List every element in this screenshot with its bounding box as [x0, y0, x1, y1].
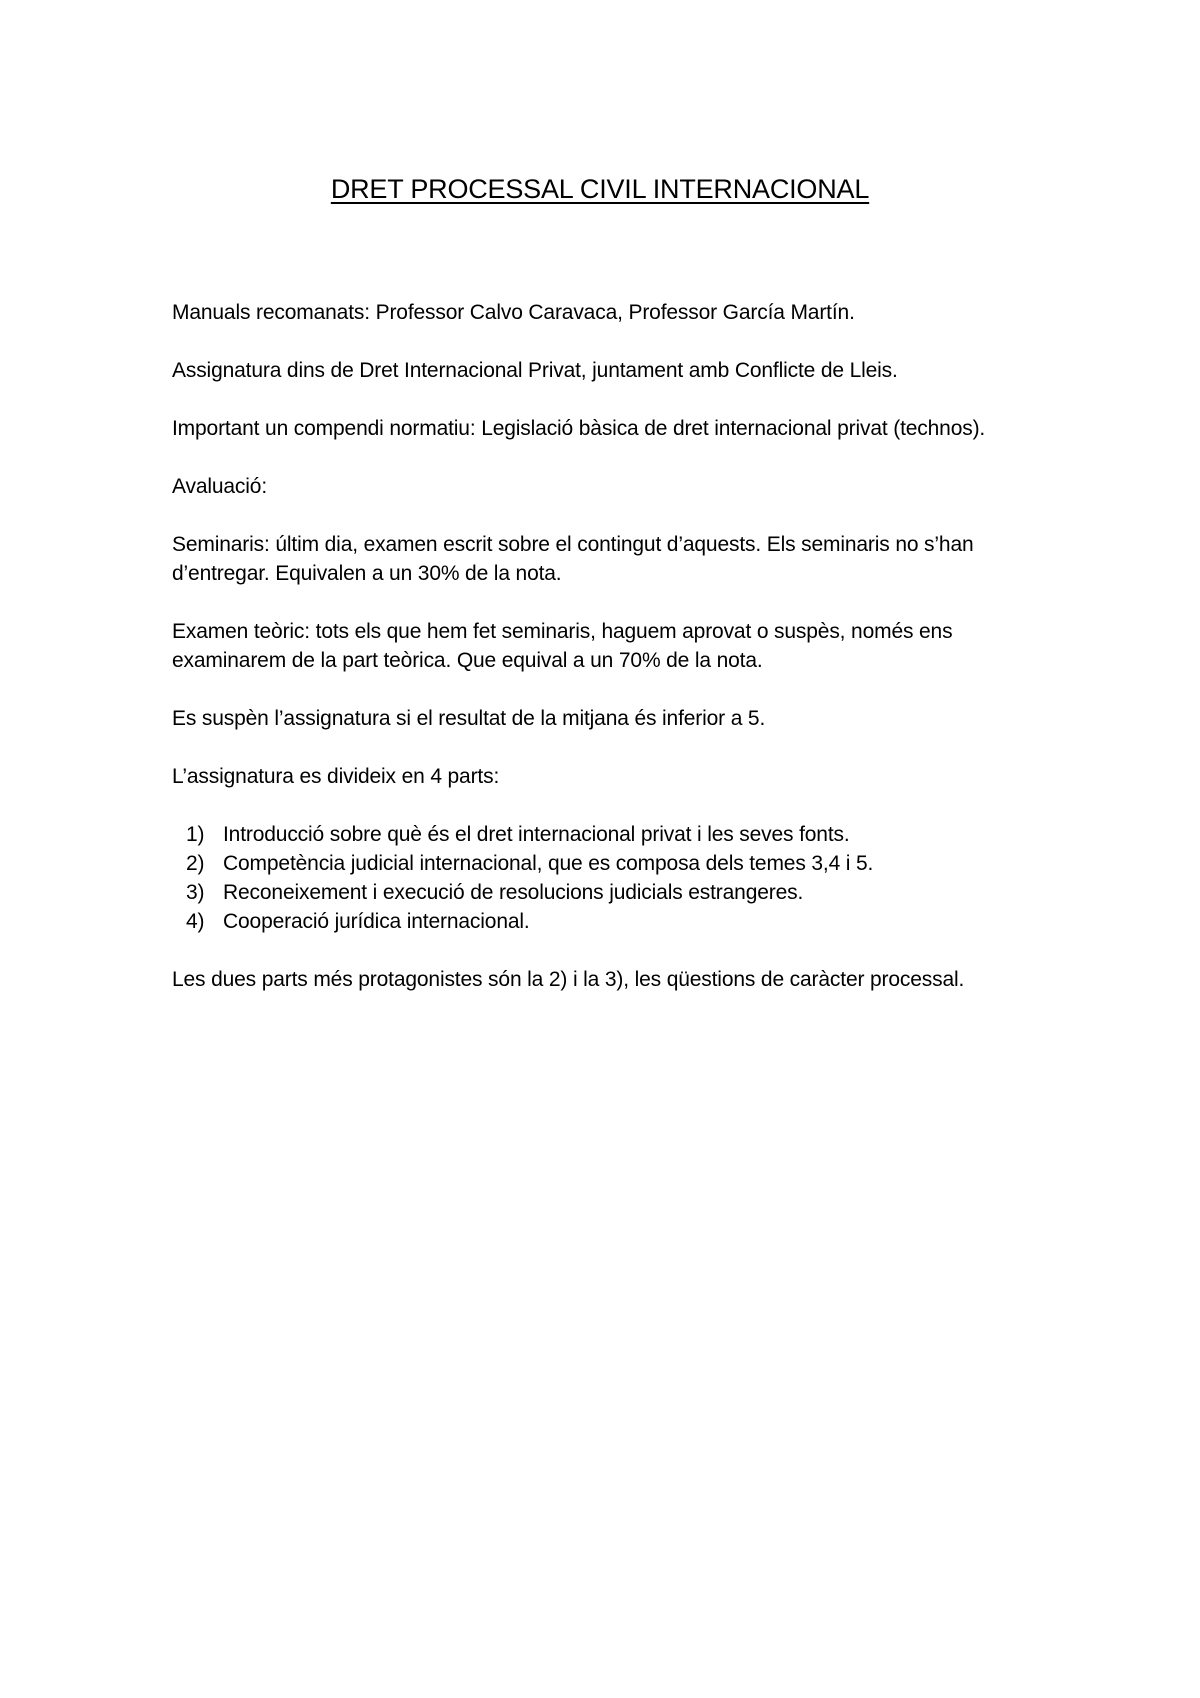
list-item: [172, 907, 1052, 936]
paragraph-avaluacio: Avaluació:: [172, 475, 268, 498]
list-item-number: 4): [186, 910, 205, 933]
paragraph-parts-intro: L’assignatura es divideix en 4 parts:: [172, 765, 500, 788]
paragraph-examen: Examen teòric: tots els que hem fet seminaris, haguem aprovat o suspès, només ens examinarem de la part teòrica. Que equival a un 70% de la nota.: [172, 620, 953, 672]
paragraph-manuals: Manuals recomanats: Professor Calvo Caravaca, Professor García Martín.: [172, 301, 855, 324]
list-item: [172, 849, 1052, 878]
paragraph-seminaris: Seminaris: últim dia, examen escrit sobre el contingut d’aquests. Els seminaris no s’han d’entregar. Equivalen a un 30% de la nota.: [172, 533, 974, 585]
list-item-number: 2): [186, 852, 205, 875]
paragraph-closing: Les dues parts més protagonistes són la 2) i la 3), les qüestions de caràcter processal.: [172, 968, 965, 991]
document-body: [172, 298, 1052, 1023]
paragraph-suspens: Es suspèn l’assignatura si el resultat de la mitjana és inferior a 5.: [172, 707, 766, 730]
list-item-text: Reconeixement i execució de resolucions judicials estrangeres.: [223, 881, 804, 904]
list-item: [172, 820, 1052, 849]
document-title: DRET PROCESSAL CIVIL INTERNACIONAL: [330, 174, 870, 204]
paragraph-compendi: Important un compendi normatiu: Legislació bàsica de dret internacional privat (technos).: [172, 417, 986, 440]
list-item: [172, 878, 1052, 907]
parts-list: [172, 820, 1052, 936]
list-item-text: Introducció sobre què és el dret internacional privat i les seves fonts.: [223, 823, 850, 846]
list-item-text: Cooperació jurídica internacional.: [223, 910, 530, 933]
list-item-number: 3): [186, 881, 205, 904]
list-item-number: 1): [186, 823, 205, 846]
paragraph-assignatura: Assignatura dins de Dret Internacional Privat, juntament amb Conflicte de Lleis.: [172, 359, 898, 382]
list-item-text: Competència judicial internacional, que es composa dels temes 3,4 i 5.: [223, 852, 874, 875]
